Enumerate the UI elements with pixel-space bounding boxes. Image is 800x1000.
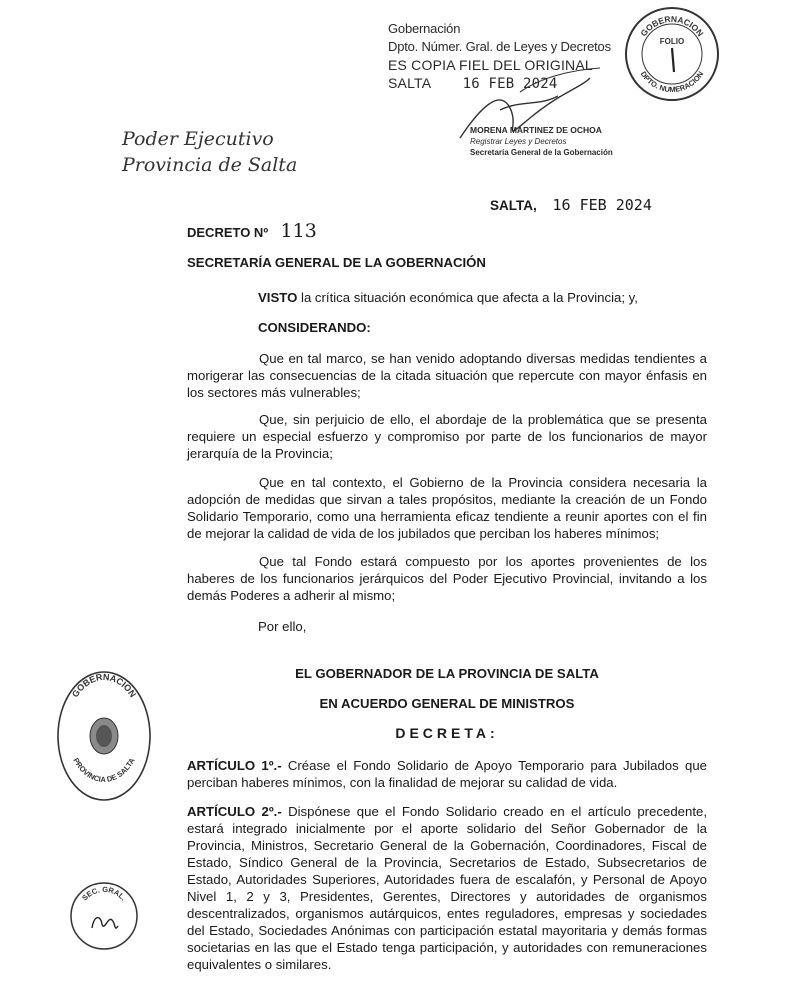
consideration-paragraph-2: Que, sin perjuicio de ello, el abordaje de la problemática que se presenta requiere un especial esfuerzo y compromiso por parte de los funcionarios de mayor jerarquía de la Provincia; — [187, 412, 707, 461]
visto-line — [258, 290, 638, 305]
decree-number: 113 — [280, 220, 317, 242]
seal-bottom-text: PROVINCIA DE SALTA — [71, 756, 137, 785]
folio-top-text: GOBERNACION — [638, 13, 706, 39]
folio-center-text: FOLIO — [659, 37, 685, 46]
cert-line-1: Gobernación — [388, 21, 461, 36]
folio-stamp — [622, 4, 722, 104]
issuer-line-2: Provincia de Salta — [122, 154, 298, 176]
initials-mark — [92, 918, 118, 929]
seal-top-text: GOBERNACION — [69, 671, 139, 700]
article-2-text: Dispónese que el Fondo Solidario creado en el artículo precedente, estará integrado inicialmente por el aporte solidario del Señor Gobernador de la Provincia, Ministros, Secretario General de la Gobernación, Coordinadores, Fiscal de Estado, Síndico General de la Provincia, Secretarios de Estado, Subsecretarios de Estado, Autoridades Superiores, Autoridades fuera de escalafón, y Personal de Apoyo Nivel 1, 2 y 3, Presidentes, Gerentes, Directores y autoridades de organismos descentralizados, organismos autárquicos, entes reguladores, empresas y sociedades del Estado, Sociedades Anónimas con participación estatal mayoritaria y demás formas societarias en las que el Estado tenga participación, y autoridades con remuneraciones equivalentes o similares. — [187, 804, 707, 972]
signature-role-1: Registrar Leyes y Decretos — [470, 137, 567, 146]
coat-of-arms-center — [96, 725, 112, 747]
article-2-label: ARTÍCULO 2º.- — [187, 804, 282, 819]
article-1-label: ARTÍCULO 1º.- — [187, 758, 282, 773]
article-1-text: Créase el Fondo Solidario de Apoyo Temporario para Jubilados que perciban haberes mínimos, con la finalidad de mejorar su calidad de vida. — [187, 758, 707, 790]
issuer-line-1: Poder Ejecutivo — [122, 128, 274, 150]
decree-date: 16 FEB 2024 — [552, 196, 652, 214]
governor-heading: EL GOBERNADOR DE LA PROVINCIA DE SALTA — [295, 666, 599, 681]
article-2 — [187, 803, 707, 973]
agreement-heading: EN ACUERDO GENERAL DE MINISTROS — [319, 696, 575, 711]
visto-text: la crítica situación económica que afecta a la Provincia; y, — [297, 290, 638, 305]
gobernacion-seal — [55, 668, 153, 808]
place-city: SALTA, — [490, 198, 537, 213]
issuer-heading — [122, 126, 297, 178]
cert-date: 16 FEB 2024 — [462, 76, 558, 92]
consideration-paragraph-3: Que en tal contexto, el Gobierno de la Provincia considera necesaria la adopción de medidas que sirvan a tales propósitos, mediante la creación de un Fondo Solidario Temporario, como una herramienta eficaz tendiente a reunir aportes con el fin de mejorar la calidad de vida de los jubilados que perciban los haberes mínimos; — [187, 475, 707, 541]
sec-gral-stamp — [68, 880, 140, 952]
visto-label: VISTO — [258, 290, 298, 305]
decree-label: DECRETO Nº — [187, 225, 269, 240]
signature-role-2: Secretaría General de la Gobernación — [470, 148, 613, 157]
sec-gral-text: SEC. GRAL. — [80, 884, 129, 903]
consideration-paragraph-4: Que tal Fondo estará compuesto por los aportes provenientes de los haberes de los funcionarios jerárquicos del Poder Ejecutivo Provincial, invitando a los demás Poderes a adherir al mismo; — [187, 554, 707, 603]
signature-block — [470, 124, 630, 158]
folio-bottom-text: DPTO. NUMERACION — [638, 69, 706, 95]
cert-line-2: Dpto. Númer. Gral. de Leyes y Decretos — [388, 39, 611, 54]
cert-city: SALTA — [388, 75, 431, 91]
consideration-paragraph-1: Que en tal marco, se han venido adoptando diversas medidas tendientes a morigerar las consecuencias de la citada situación que repercute con mayor énfasis en los sectores más vulnerables; — [187, 351, 707, 400]
considerando-heading: CONSIDERANDO: — [258, 320, 371, 335]
por-ello-line: Por ello, — [258, 619, 307, 634]
folio-mark — [672, 48, 674, 72]
signature-name: MORENA MARTINEZ DE OCHOA — [470, 125, 602, 135]
article-1 — [187, 757, 707, 791]
place-date — [490, 196, 652, 214]
decreta-heading: DECRETA: — [395, 725, 499, 741]
cert-line-3: ES COPIA FIEL DEL ORIGINAL — [388, 57, 593, 73]
decree-number-line — [187, 220, 317, 242]
secretariat-heading: SECRETARÍA GENERAL DE LA GOBERNACIÓN — [187, 255, 486, 270]
